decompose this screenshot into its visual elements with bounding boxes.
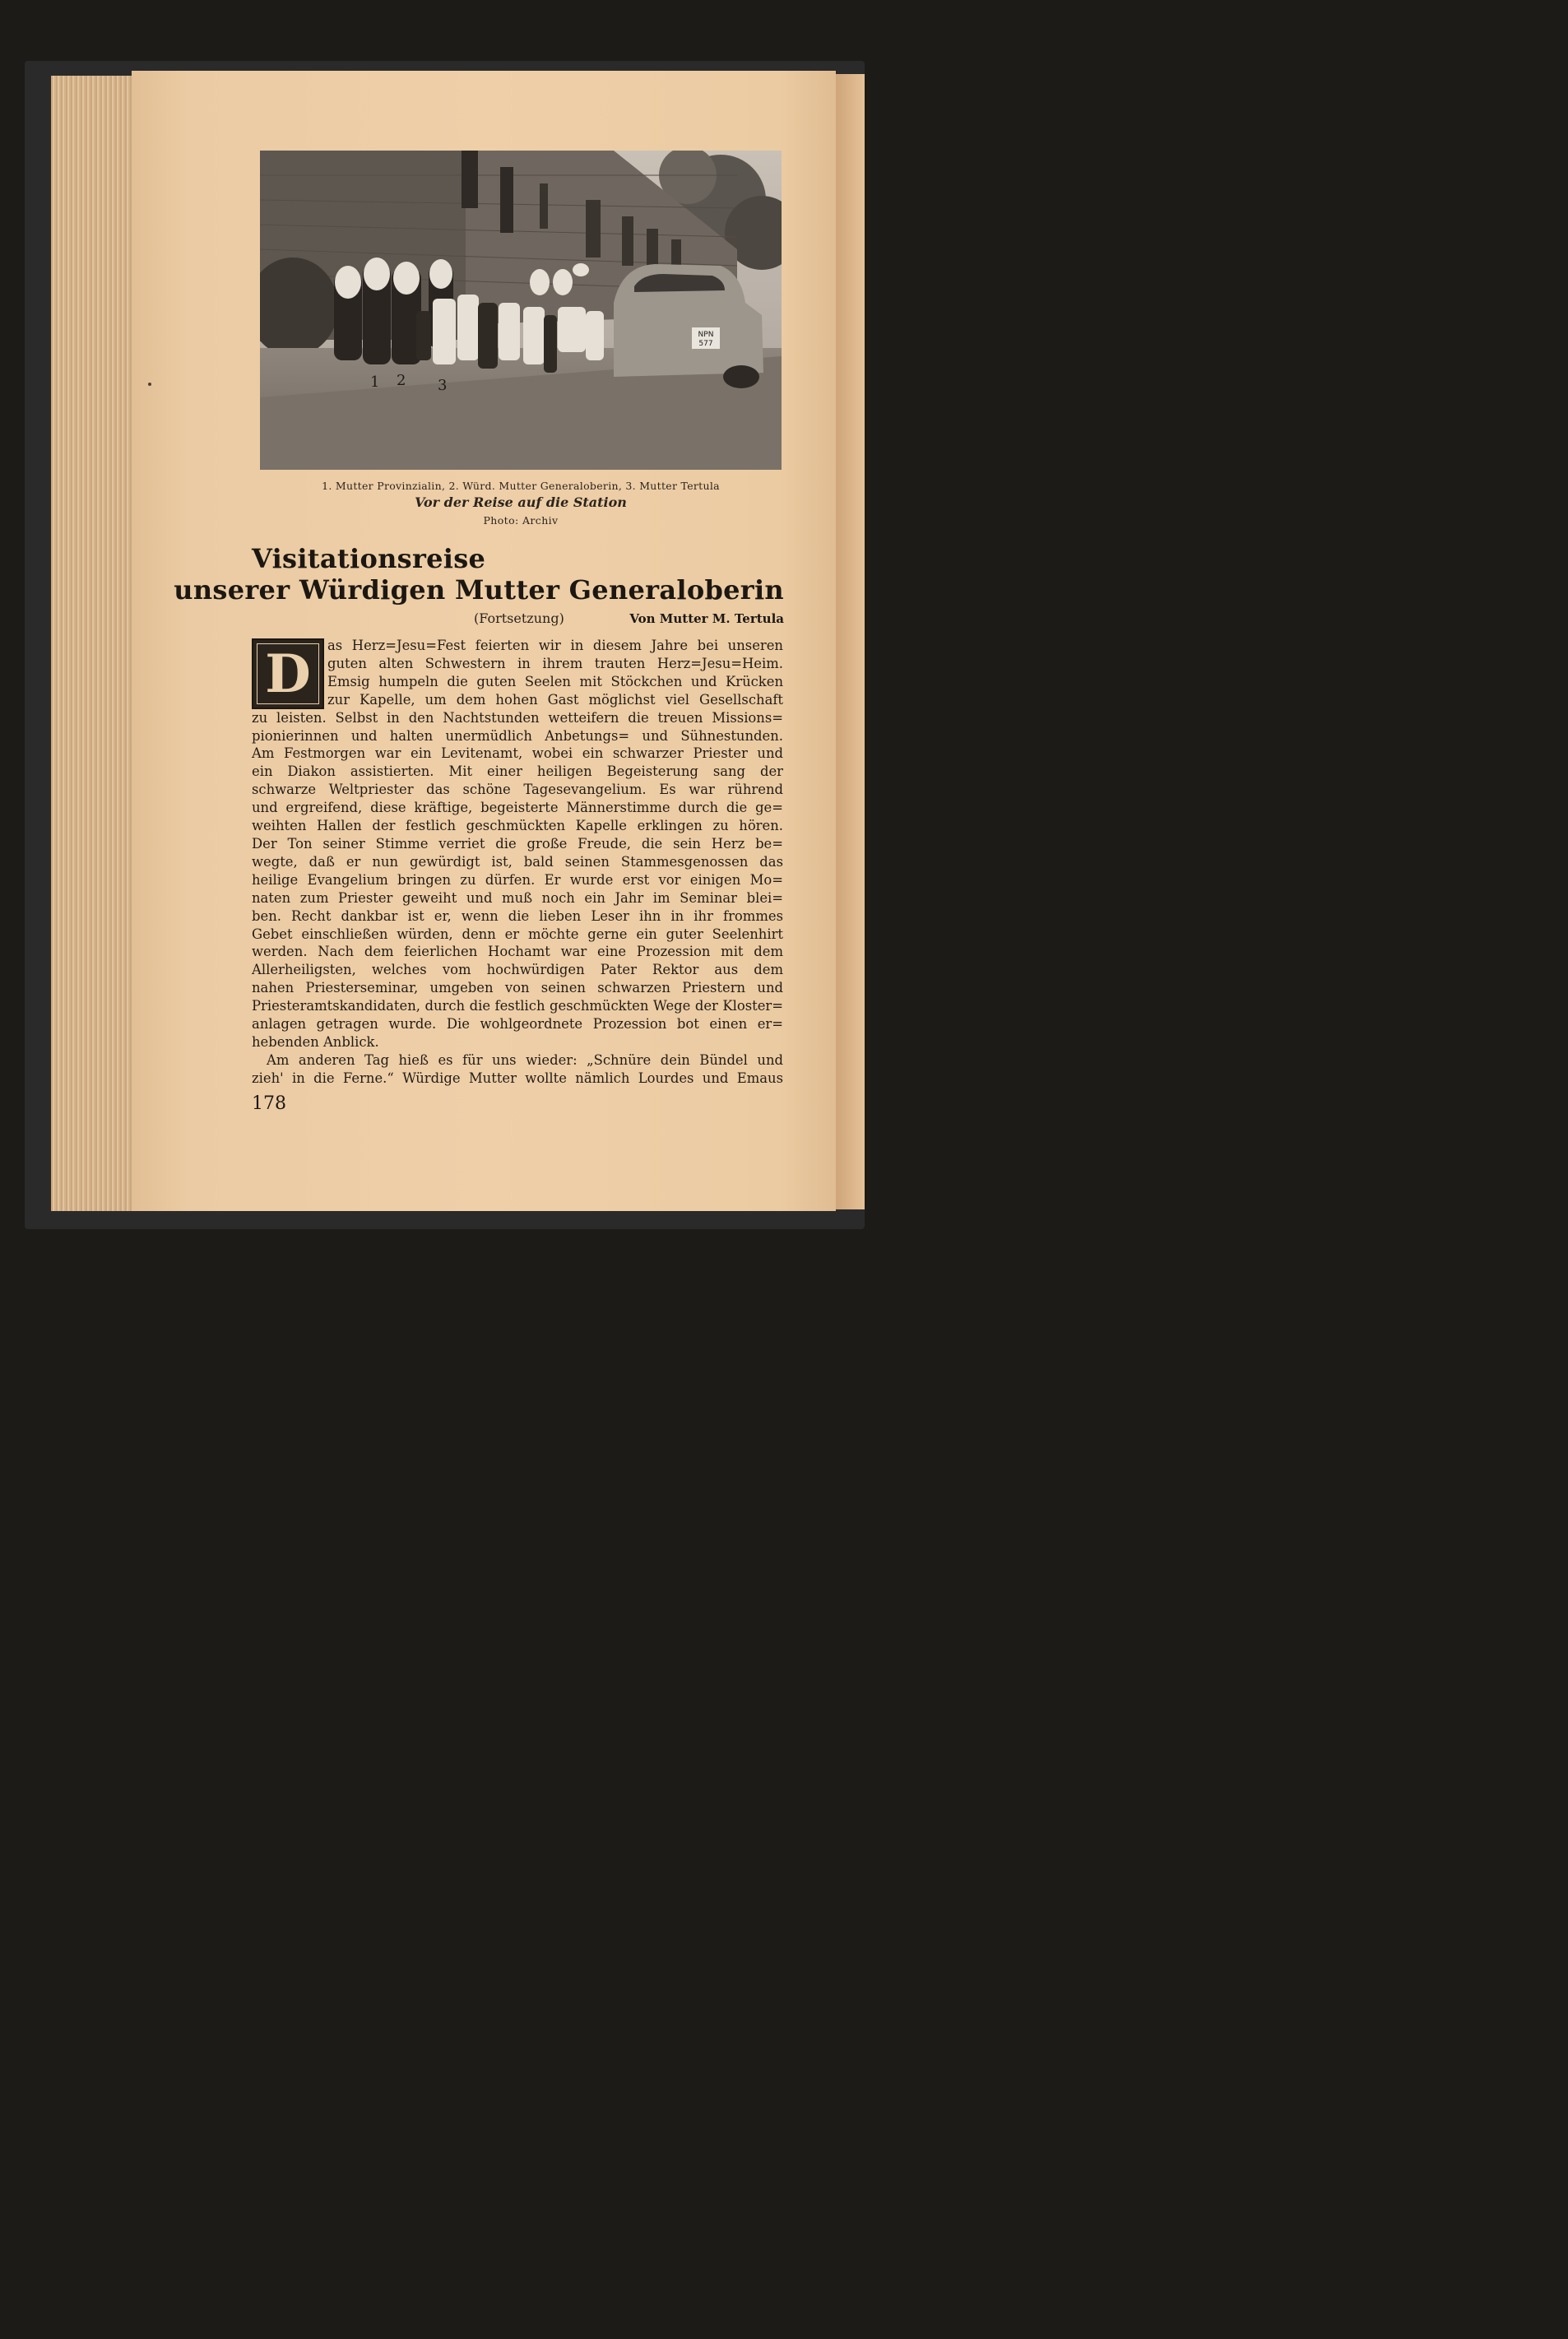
photo-caption-names: 1. Mutter Provinzialin, 2. Würd. Mutter Generaloberin, 3. Mutter Tertula [322, 480, 720, 492]
body-line: zieh' in die Ferne.“ Würdige Mutter wollte nämlich Lourdes und Emaus [252, 1070, 783, 1086]
photograph [260, 151, 782, 470]
photo-caption-title: Vor der Reise auf die Station [415, 494, 627, 510]
body-line: und ergreifend, diese kräftige, begeisterte Männerstimme durch die ge= [252, 800, 783, 816]
body-line: ein Diakon assistierten. Mit einer heiligen Begeisterung sang der [252, 763, 783, 780]
body-line: hebenden Anblick. [252, 1033, 379, 1050]
body-line: schwarze Weltpriester das schöne Tagesevangelium. Es war rührend [252, 782, 783, 798]
body-line: zur Kapelle, um dem hohen Gast möglichst viel Gesellschaft [327, 691, 783, 708]
body-line: Emsig humpeln die guten Seelen mit Stöckchen und Krücken [327, 673, 783, 689]
article-author: Von Mutter M. Tertula [629, 611, 784, 626]
body-line: zu leisten. Selbst in den Nachtstunden wetteifern die treuen Missions= [252, 709, 783, 726]
body-line: pionierinnen und halten unermüdlich Anbetungs= und Sühnestunden. [252, 727, 783, 744]
next-page-edge [836, 74, 865, 1209]
article-body [252, 637, 783, 1088]
photo-credit: Photo: Archiv [483, 514, 559, 527]
body-line: Allerheiligsten, welches vom hochwürdigen Pater Rektor aus dem [252, 962, 783, 978]
photo-label-1: 1 [370, 374, 380, 391]
body-line: Priesteramtskandidaten, durch die festlich geschmückten Wege der Kloster= [252, 998, 783, 1014]
body-line: anlagen getragen wurde. Die wohlgeordnete Prozession bot einen er= [252, 1016, 783, 1033]
body-line: Gebet einschließen würden, denn er möchte gerne ein guter Seelenhirt [252, 926, 783, 942]
body-line: Am Festmorgen war ein Levitenamt, wobei ein schwarzer Priester und [252, 745, 783, 762]
article-title-line2: unserer Würdigen Mutter Generaloberin [174, 574, 784, 606]
page-edges [51, 76, 133, 1211]
drop-cap-initial: D [252, 638, 324, 709]
body-line: Am anderen Tag hieß es für uns wieder: „Schnüre dein Bündel und [267, 1051, 783, 1068]
body-line: guten alten Schwestern in ihrem trauten Herz=Jesu=Heim. [327, 655, 783, 671]
body-line: werden. Nach dem feierlichen Hochamt war eine Prozession mit dem [252, 944, 783, 960]
body-line: nahen Priesterseminar, umgeben von seinen schwarzen Priestern und [252, 980, 783, 996]
margin-mark [148, 383, 151, 386]
continued-note: (Fortsetzung) [474, 610, 564, 626]
photo-label-2: 2 [397, 372, 406, 389]
article-title-line1: Visitationsreise [252, 543, 486, 574]
car-plate-line2: 577 [698, 340, 713, 348]
photo-label-3: 3 [438, 377, 448, 394]
body-line: as Herz=Jesu=Fest feierten wir in diesem Jahre bei unseren [327, 638, 783, 653]
body-line: wegte, daß er nun gewürdigt ist, bald seinen Stammesgenossen das [252, 853, 783, 870]
body-line: Der Ton seiner Stimme verriet die große Freude, die sein Herz be= [252, 835, 783, 852]
body-line: naten zum Priester geweiht und muß noch ein Jahr im Seminar blei= [252, 889, 783, 906]
body-line: ben. Recht dankbar ist er, wenn die lieben Leser ihn in ihr frommes [252, 907, 783, 924]
car-plate-line1: NPN [698, 331, 714, 339]
page-number: 178 [252, 1093, 286, 1114]
body-line: heilige Evangelium bringen zu dürfen. Er wurde erst vor einigen Mo= [252, 871, 783, 888]
body-line: weihten Hallen der festlich geschmückten Kapelle erklingen zu hören. [252, 818, 783, 834]
